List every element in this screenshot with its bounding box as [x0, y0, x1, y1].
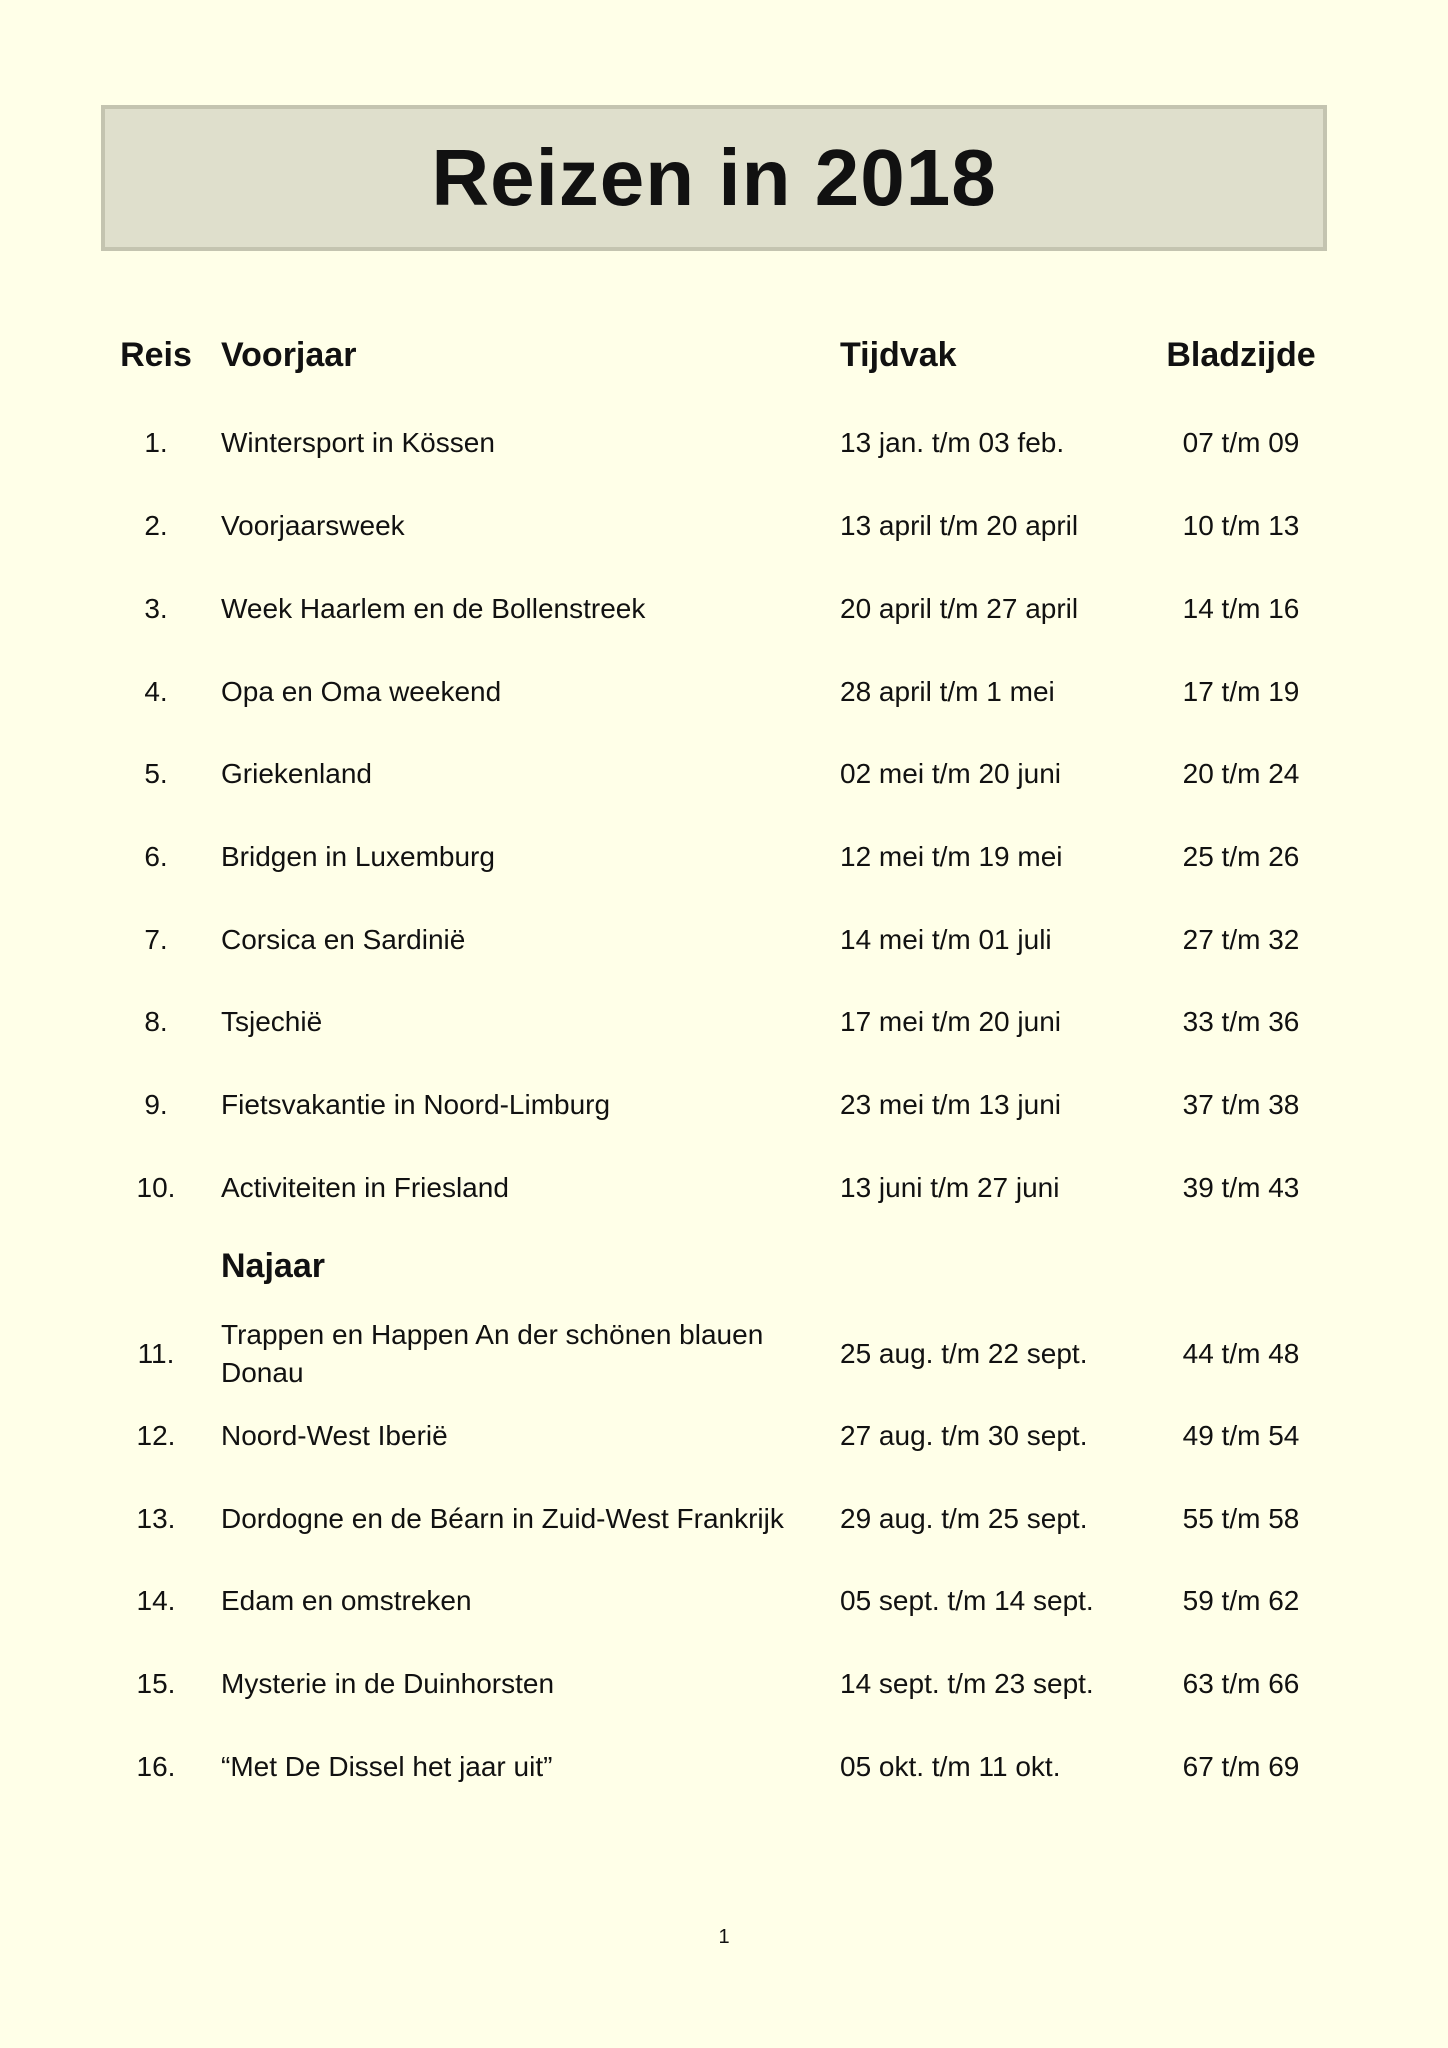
row-trip-name: Trappen en Happen An der schönen blauen Donau [221, 1319, 764, 1388]
row-period: 23 mei t/m 13 juni [840, 1089, 1061, 1120]
row-trip-name: Mysterie in de Duinhorsten [221, 1668, 555, 1699]
row-pages: 44 t/m 48 [1182, 1338, 1300, 1369]
table-row [0, 1748, 1448, 1786]
row-number: 6. [144, 841, 168, 872]
table-row [0, 1665, 1448, 1703]
row-number: 15. [136, 1668, 176, 1699]
table-row [0, 424, 1448, 462]
row-pages: 33 t/m 36 [1182, 1006, 1300, 1037]
title-banner [101, 105, 1327, 251]
row-trip-name: Fietsvakantie in Noord-Limburg [221, 1089, 611, 1120]
row-trip-name: Week Haarlem en de Bollenstreek [221, 593, 646, 624]
row-number: 5. [144, 758, 168, 789]
row-pages: 20 t/m 24 [1182, 758, 1300, 789]
row-trip-name: Opa en Oma weekend [221, 676, 502, 707]
row-number: 8. [144, 1006, 168, 1037]
row-number: 9. [144, 1089, 168, 1120]
header-tijdvak: Tijdvak [840, 336, 957, 374]
table-row [0, 1314, 1448, 1394]
row-number: 4. [144, 676, 168, 707]
table-row [0, 1086, 1448, 1124]
row-number: 1. [144, 427, 168, 458]
row-pages: 67 t/m 69 [1182, 1751, 1300, 1782]
row-pages: 07 t/m 09 [1182, 427, 1300, 458]
table-row [0, 1003, 1448, 1041]
table-row [0, 507, 1448, 545]
row-period: 14 sept. t/m 23 sept. [840, 1668, 1094, 1699]
row-period: 14 mei t/m 01 juli [840, 924, 1052, 955]
row-trip-name: Edam en omstreken [221, 1585, 472, 1616]
table-row [0, 921, 1448, 959]
row-period: 13 juni t/m 27 juni [840, 1172, 1060, 1203]
row-number: 7. [144, 924, 168, 955]
row-number: 12. [136, 1420, 176, 1451]
table-row [0, 673, 1448, 711]
page-title: Reizen in 2018 [431, 133, 997, 222]
row-trip-name: Griekenland [221, 758, 372, 789]
row-number: 11. [137, 1338, 175, 1369]
row-pages: 14 t/m 16 [1182, 593, 1300, 624]
row-number: 2. [144, 510, 168, 541]
row-period: 17 mei t/m 20 juni [840, 1006, 1061, 1037]
header-voorjaar: Voorjaar [221, 336, 357, 374]
row-trip-name: Tsjechië [221, 1006, 323, 1037]
row-number: 10. [136, 1172, 176, 1203]
row-pages: 39 t/m 43 [1182, 1172, 1300, 1203]
row-period: 25 aug. t/m 22 sept. [840, 1338, 1088, 1369]
row-trip-name: Voorjaarsweek [221, 510, 405, 541]
row-trip-name: Noord-West Iberië [221, 1420, 448, 1451]
table-row [0, 1500, 1448, 1538]
row-period: 28 april t/m 1 mei [840, 676, 1055, 707]
row-number: 13. [136, 1503, 176, 1534]
row-trip-name: Corsica en Sardinië [221, 924, 466, 955]
row-number: 16. [136, 1751, 176, 1782]
header-bladzijde: Bladzijde [1166, 336, 1316, 374]
row-pages: 63 t/m 66 [1182, 1668, 1300, 1699]
row-pages: 49 t/m 54 [1182, 1420, 1300, 1451]
row-period: 29 aug. t/m 25 sept. [840, 1503, 1088, 1534]
row-trip-name: “Met De Dissel het jaar uit” [221, 1751, 553, 1782]
table-row [0, 590, 1448, 628]
row-period: 13 jan. t/m 03 feb. [840, 427, 1065, 458]
row-period: 12 mei t/m 19 mei [840, 841, 1063, 872]
row-pages: 55 t/m 58 [1182, 1503, 1300, 1534]
row-period: 20 april t/m 27 april [840, 593, 1079, 624]
row-period: 05 okt. t/m 11 okt. [840, 1751, 1061, 1782]
row-pages: 59 t/m 62 [1182, 1585, 1300, 1616]
row-trip-name: Wintersport in Kössen [221, 427, 495, 458]
table-row [0, 1417, 1448, 1455]
row-pages: 37 t/m 38 [1182, 1089, 1300, 1120]
row-pages: 27 t/m 32 [1182, 924, 1300, 955]
row-number: 3. [144, 593, 168, 624]
table-row [0, 838, 1448, 876]
row-pages: 25 t/m 26 [1182, 841, 1300, 872]
table-row [0, 755, 1448, 793]
row-period: 13 april t/m 20 april [840, 510, 1079, 541]
page-number: 1 [718, 1926, 730, 1948]
row-number: 14. [136, 1585, 176, 1616]
row-pages: 17 t/m 19 [1182, 676, 1300, 707]
row-pages: 10 t/m 13 [1182, 510, 1300, 541]
table-row [0, 1169, 1448, 1207]
header-reis: Reis [120, 336, 192, 374]
table-header [0, 336, 1448, 386]
row-trip-name: Dordogne en de Béarn in Zuid-West Frankrijk [221, 1503, 784, 1534]
section-heading-najaar: Najaar [221, 1247, 325, 1285]
row-trip-name: Activiteiten in Friesland [221, 1172, 509, 1203]
row-period: 02 mei t/m 20 juni [840, 758, 1061, 789]
row-period: 05 sept. t/m 14 sept. [840, 1585, 1094, 1616]
row-trip-name: Bridgen in Luxemburg [221, 841, 495, 872]
table-row [0, 1582, 1448, 1620]
row-period: 27 aug. t/m 30 sept. [840, 1420, 1088, 1451]
